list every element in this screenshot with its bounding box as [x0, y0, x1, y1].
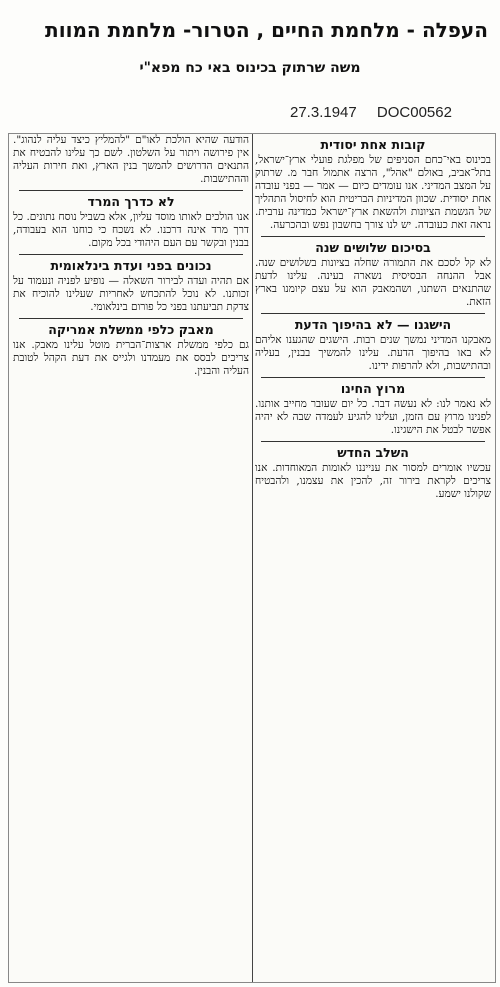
section — [255, 382, 491, 437]
section-title: בסיכום שלושים שנה — [315, 240, 431, 255]
section-text: הודעה שהיא הולכת לאו"ם "להמליץ כיצד עליה לנהוג". אין פירושה ויתור על השלטון. לשם כך עלינו להבטיח את התנאים הדרושים להמשך בנין הארץ, ואת חירות העליה וההתישבות. — [13, 134, 249, 185]
left-column — [13, 134, 249, 982]
section-text: אנו הולכים לאותו מוסד עליון, אלא בשביל נוסח נתונים. כל דרך מרד אינה דרכנו. לא נשכח כי כוחנו הוא בעבודה, בבנין ובקשר עם העם היהודי בכל מקום. — [13, 211, 249, 249]
section — [255, 446, 491, 501]
document-id: DOC00562 — [376, 104, 452, 121]
section-title: הישגנו — לא בהיפוך הדעת — [294, 317, 452, 332]
section-title: נכונים בפני ועדת בינלאומית — [50, 258, 212, 273]
column-divider — [252, 134, 253, 982]
document-date: 27.3.1947 — [290, 104, 357, 121]
section-title: מרוץ החינו — [340, 381, 406, 396]
right-column — [255, 134, 491, 982]
section-separator — [261, 441, 485, 442]
section-text: לא נאמר לנו: לא נעשה דבר. כל יום שעובר מחייב אותנו. לפנינו מרוץ עם הזמן, ועלינו להגיע לעמדה שבה לא יהיה אפשר לבטל את הישגינו. — [255, 398, 491, 436]
section — [13, 259, 249, 314]
section-text: לא קל לסכם את התמורה שחלה בציונות בשלושים שנה. אבל ההנחה הבסיסית נשארה בעינה. עלינו לדעת שהתנאים השתנו, ושהמאבק הוא על עצם קיומנו בארץ הזאת. — [255, 257, 491, 308]
section-separator — [261, 313, 485, 314]
section — [13, 195, 249, 250]
section-title: מאבק כלפי ממשלת אמריקה — [48, 322, 214, 337]
section-separator — [261, 236, 485, 237]
section-text: בכינוס באי־כחם הסניפים של מפלגת פועלי ארץ־ישראל, בתל־אביב, באולם "אהל", הרצה אתמול חבר מ. שרתוק על המצב המדיני. אנו עומדים כיום — אמר — בפני עובדה אחת יסודית. שכוון המדיניות הבריטית הוא לחיסול התהליך של הגשמת הציונות ולהשאת ארץ־ישראל כמדינה ערבית. נראה זאת כעובדה. יש לנו צורך בחשבון נפש ובהכרעה. — [255, 154, 491, 231]
section-separator — [19, 190, 243, 191]
document-meta — [290, 104, 490, 121]
section — [13, 134, 249, 186]
section-separator — [261, 377, 485, 378]
section-text: עכשיו אומרים למסור את ענייננו לאומות המאוחדות. אנו צריכים לקראת בירור זה, להכין את עצמנו, ולהבטיח שקולנו ישמע. — [255, 462, 491, 500]
newspaper-clipping — [8, 133, 496, 983]
section-title: לא כדרך המרד — [87, 194, 175, 209]
section-title: קובות אחת יסודית — [320, 137, 426, 152]
section-title: השלב החדש — [337, 445, 409, 460]
section — [255, 138, 491, 232]
section — [13, 323, 249, 378]
subheadline: משה שרתוק בכינוס באי כח מפא"י — [139, 60, 361, 76]
section — [255, 318, 491, 373]
section-separator — [19, 254, 243, 255]
section — [255, 241, 491, 309]
section-text: אם תהיה ועדה לבירור השאלה — נופיע לפניה ונעמוד על זכותנו. לא נוכל להתכחש לאחריות שעלינו להוכיח את צדקת תביעתנו בפני כל פורום בינלאומי. — [13, 275, 249, 313]
section-text: גם כלפי ממשלת ארצות־הברית מוטל עלינו מאבק. אנו צריכים לבסס את מעמדנו ולגייס את דעת הקהל לטובת העליה והבנין. — [13, 339, 249, 377]
section-text: מאבקנו המדיני נמשך שנים רבות. הישגים שהגענו אליהם לא באו בהיפוך הדעת. עלינו להמשיך בבנין, בעליה ובהתישבות, ולא להרפות ידינו. — [255, 334, 491, 372]
section-separator — [19, 318, 243, 319]
headline: העפלה - מלחמת החיים , הטרור- מלחמת המוות — [45, 18, 488, 42]
